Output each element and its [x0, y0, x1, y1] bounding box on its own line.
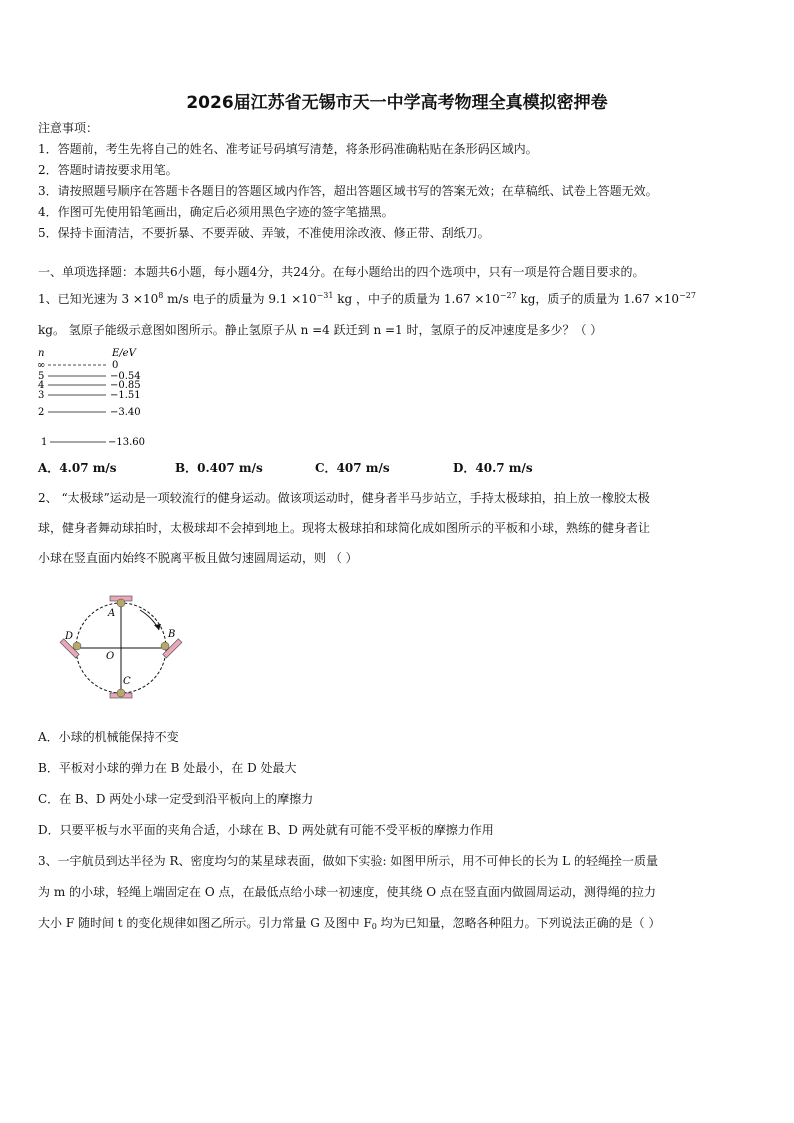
level-n: 1	[41, 437, 48, 448]
level-energy: −0.54	[110, 371, 141, 382]
question-2-line-2: 球，健身者舞动球拍时，太极球却不会掉到地上。现将太极球拍和球简化成如图所示的平板和小球，熟练的健身者让	[38, 521, 651, 535]
page-title: 2026届江苏省无锡市天一中学高考物理全真模拟密押卷	[186, 93, 608, 113]
level-energy: −3.40	[110, 407, 141, 418]
level-n: 2	[38, 407, 45, 418]
label-o: O	[106, 651, 115, 662]
q2-option-a: A．小球的机械能保持不变	[38, 730, 179, 744]
level-energy: −1.51	[110, 390, 141, 401]
label-c: C	[123, 676, 131, 687]
ball-d	[73, 642, 81, 650]
label-b: B	[168, 629, 176, 640]
notice-item: 3．请按照题号顺序在答题卡各题目的答题区域内作答，超出答题区域书写的答案无效；在草稿纸、试卷上答题无效。	[38, 184, 658, 198]
level-energy: −0.85	[110, 380, 141, 391]
ball-b	[161, 642, 169, 650]
question-3-line-3: 大小 F 随时间 t 的变化规律如图乙所示。引力常量 G 及图中 $F_0$ 均为已知量，忽略各种阻力。下列说法正确的是（ ）	[38, 916, 661, 931]
label-a: A	[108, 608, 116, 619]
q1-option-c: C．407 m/s	[315, 461, 390, 475]
notice-item: 2．答题时请按要求用笔。	[38, 163, 178, 177]
level-n: 5	[38, 371, 45, 382]
q2-option-b: B．平板对小球的弹力在 B 处最小，在 D 处最大	[38, 761, 297, 775]
question-1-text: 1、已知光速为 $3 \times 10^8$ m/s 电子的质量为 $9.1 \times 10^{-31}$ kg ，中子的质量为 $1.67 \times 10^{-27}$ kg，质子的质量为 $1.67 \times 10^{-27}$	[38, 291, 696, 306]
notice-heading: 注意事项：	[38, 121, 99, 135]
label-d: D	[65, 631, 74, 642]
section-heading: 一、单项选择题：本题共6小题，每小题4分，共24分。在每小题给出的四个选项中，只有一项是符合题目要求的。	[38, 265, 645, 279]
n-axis-label: n	[38, 348, 45, 359]
level-n: 3	[38, 390, 45, 401]
q2-option-d: D．只要平板与水平面的夹角合适，小球在 B、D 两处就有可能不受平板的摩擦力作用	[38, 823, 494, 837]
energy-axis-label: E/eV	[112, 348, 136, 359]
q1-option-d: D．40.7 m/s	[453, 461, 533, 475]
question-2-line-1: 2、 “太极球”运动是一项较流行的健身运动。做该项运动时，健身者半马步站立，手持太极球拍，拍上放一橡胶太极	[38, 491, 650, 505]
q1-option-b: B．0.407 m/s	[175, 461, 263, 475]
taiji-ball-figure	[58, 592, 188, 704]
question-3-line-2: 为 m 的小球，轻绳上端固定在 O 点，在最低点给小球一初速度，使其绕 O 点在竖直面内做圆周运动，测得绳的拉力	[38, 885, 656, 899]
question-3-line-1: 3、一宇航员到达半径为 R、密度均匀的某星球表面，做如下实验: 如图甲所示，用不可伸长的长为 L 的轻绳拴一质量	[38, 854, 658, 868]
arrow-head	[154, 624, 161, 630]
notice-item: 5．保持卡面清洁，不要折暴、不要弄破、弄皱，不准使用涂改液、修正带、刮纸刀。	[38, 226, 490, 240]
notice-item: 1．答题前，考生先将自己的姓名、准考证号码填写清楚，将条形码准确粘贴在条形码区域内。	[38, 142, 538, 156]
energy-level-diagram	[34, 345, 164, 451]
question-1-text-2: kg。 氢原子能级示意图如图所示。静止氢原子从 n =4 跃迁到 n =1 时，氢原子的反冲速度是多少？（ ）	[38, 323, 603, 337]
level-energy: −13.60	[108, 437, 146, 448]
q2-option-c: C．在 B、D 两处小球一定受到沿平板向上的摩擦力	[38, 792, 314, 806]
question-2-line-3: 小球在竖直面内始终不脱离平板且做匀速圆周运动，则 （ ）	[38, 551, 358, 565]
ball-a	[117, 599, 125, 607]
notice-item: 4．作图可先使用铅笔画出，确定后必须用黑色字迹的签字笔描黑。	[38, 205, 394, 219]
level-n: ∞	[37, 360, 46, 371]
q1-option-a: A．4.07 m/s	[38, 461, 117, 475]
level-energy: 0	[112, 360, 119, 371]
level-n: 4	[38, 380, 45, 391]
ball-c	[117, 689, 125, 697]
